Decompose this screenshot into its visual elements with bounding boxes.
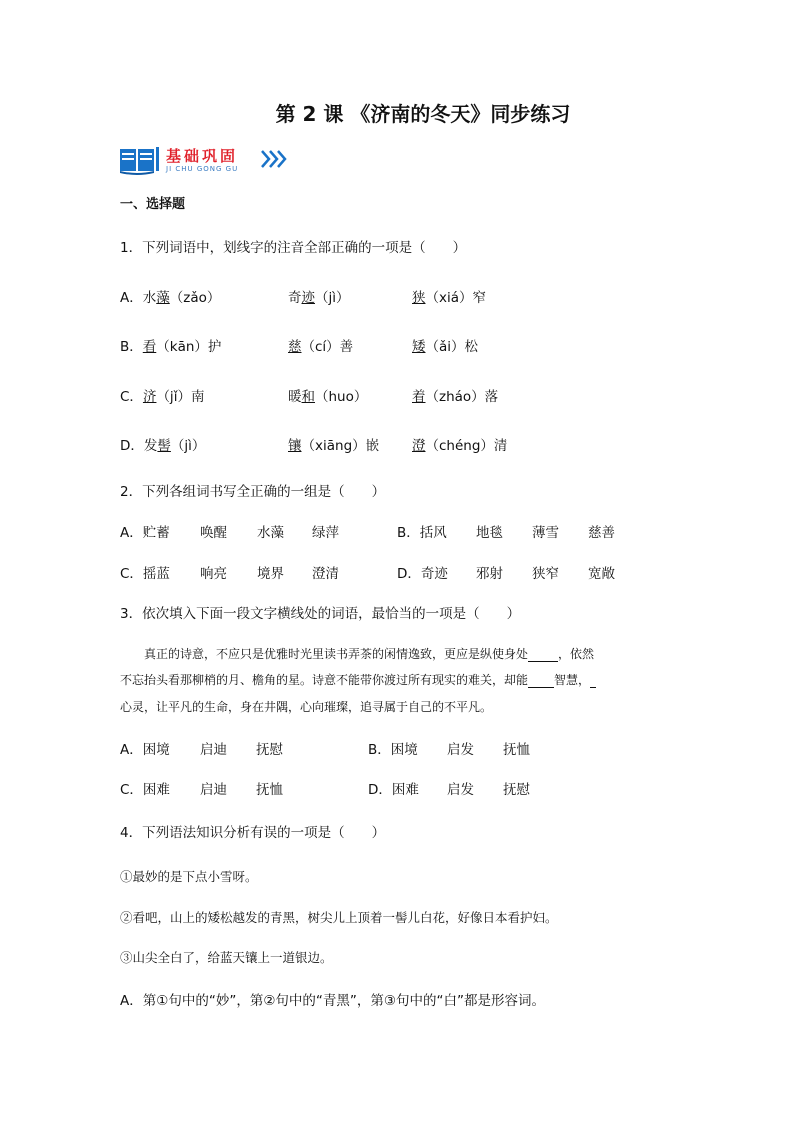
q3-option-c-word: 抚恤 bbox=[256, 782, 283, 798]
q2-option-b-word: 地毯 bbox=[476, 525, 503, 541]
q3-option-d-word: 抚慰 bbox=[503, 782, 530, 798]
example-sentence: ①最妙的是下点小雪呀。 bbox=[120, 869, 258, 884]
q1-option-b-2: 慈（cí）善 bbox=[288, 339, 354, 355]
q1-option-c-1: C．济（jǐ）南 bbox=[120, 389, 205, 405]
q2-option-a-word: 水藻 bbox=[257, 525, 284, 541]
question-4-stem: 4．下列语法知识分析有误的一项是（ ） bbox=[120, 825, 386, 841]
q3-option-a-word: 抚慰 bbox=[256, 742, 283, 758]
q2-option-a-word: 绿萍 bbox=[312, 525, 339, 541]
q3-option-b-word: B．困境 bbox=[368, 742, 418, 758]
badge-title: 基础巩固 bbox=[166, 147, 239, 165]
passage-line: 真正的诗意，不应只是优雅时光里读书弄茶的闲情逸致，更应是纵使身处 ，依然 bbox=[120, 647, 595, 661]
q2-option-a-word: A．贮蓄 bbox=[120, 525, 170, 541]
example-sentence: ②看吧，山上的矮松越发的青黑，树尖儿上顶着一髻儿白花，好像日本看护妇。 bbox=[120, 910, 558, 925]
q1-option-c-3: 着（zháo）落 bbox=[412, 389, 499, 405]
q1-option-b-3: 矮（ǎi）松 bbox=[412, 339, 479, 355]
q1-option-a-2: 奇迹（jì） bbox=[288, 290, 350, 306]
q4-option-a: A．第①句中的“妙”，第②句中的“青黑”，第③句中的“白”都是形容词。 bbox=[120, 993, 546, 1009]
q2-option-d-word: D．奇迹 bbox=[397, 566, 448, 582]
q2-option-d-word: 狭窄 bbox=[532, 566, 559, 582]
example-sentence: ③山尖全白了，给蓝天镶上一道银边。 bbox=[120, 950, 333, 965]
question-1-stem: 1．下列词语中，划线字的注音全部正确的一项是（ ） bbox=[120, 240, 467, 256]
question-3-stem: 3．依次填入下面一段文字横线处的词语，最恰当的一项是（ ） bbox=[120, 606, 521, 622]
q1-option-d-3: 澄（chéng）清 bbox=[412, 438, 508, 454]
question-2-stem: 2．下列各组词书写全正确的一组是（ ） bbox=[120, 484, 386, 500]
passage-line: 心灵，让平凡的生命，身在井隅，心向璀璨，追寻属于自己的不平凡。 bbox=[120, 700, 493, 714]
q2-option-d-word: 宽敞 bbox=[588, 566, 615, 582]
page-title: 第 2 课 《济南的冬天》同步练习 bbox=[275, 102, 571, 126]
q2-option-c-word: 响亮 bbox=[200, 566, 227, 582]
q3-option-c-word: 启迪 bbox=[200, 782, 227, 798]
q2-option-c-word: 澄清 bbox=[312, 566, 339, 582]
q2-option-d-word: 邪射 bbox=[476, 566, 503, 582]
q3-option-c-word: C．困难 bbox=[120, 782, 170, 798]
chevron-right-icon bbox=[260, 149, 288, 169]
q1-option-d-1: D．发髻（jì） bbox=[120, 438, 206, 454]
q2-option-b-word: 薄雪 bbox=[532, 525, 559, 541]
q1-option-d-2: 镶（xiāng）嵌 bbox=[288, 438, 380, 454]
q2-option-a-word: 唤醒 bbox=[200, 525, 227, 541]
q3-option-d-word: D．困难 bbox=[368, 782, 419, 798]
q3-option-a-word: A．困境 bbox=[120, 742, 170, 758]
q1-option-a-1: A．水藻（zǎo） bbox=[120, 290, 221, 306]
q2-option-b-word: 慈善 bbox=[588, 525, 615, 541]
q2-option-c-word: 境界 bbox=[257, 566, 284, 582]
badge-subtitle: JI CHU GONG GU bbox=[166, 165, 239, 173]
q2-option-b-word: B．括风 bbox=[397, 525, 447, 541]
q3-option-b-word: 启发 bbox=[447, 742, 474, 758]
section-heading: 一、选择题 bbox=[120, 197, 186, 212]
q2-option-c-word: C．摇蓝 bbox=[120, 566, 170, 582]
q3-option-d-word: 启发 bbox=[447, 782, 474, 798]
q1-option-a-3: 狭（xiá）窄 bbox=[412, 290, 487, 306]
q1-option-c-2: 暖和（huo） bbox=[288, 389, 368, 405]
book-icon bbox=[120, 145, 162, 175]
passage-line: 不忘抬头看那柳梢的月、檐角的星。诗意不能带你渡过所有现实的难关，却能 智慧， bbox=[120, 671, 596, 688]
section-badge bbox=[120, 143, 290, 177]
q1-option-b-1: B．看（kān）护 bbox=[120, 339, 222, 355]
q3-option-a-word: 启迪 bbox=[200, 742, 227, 758]
q3-option-b-word: 抚恤 bbox=[503, 742, 530, 758]
